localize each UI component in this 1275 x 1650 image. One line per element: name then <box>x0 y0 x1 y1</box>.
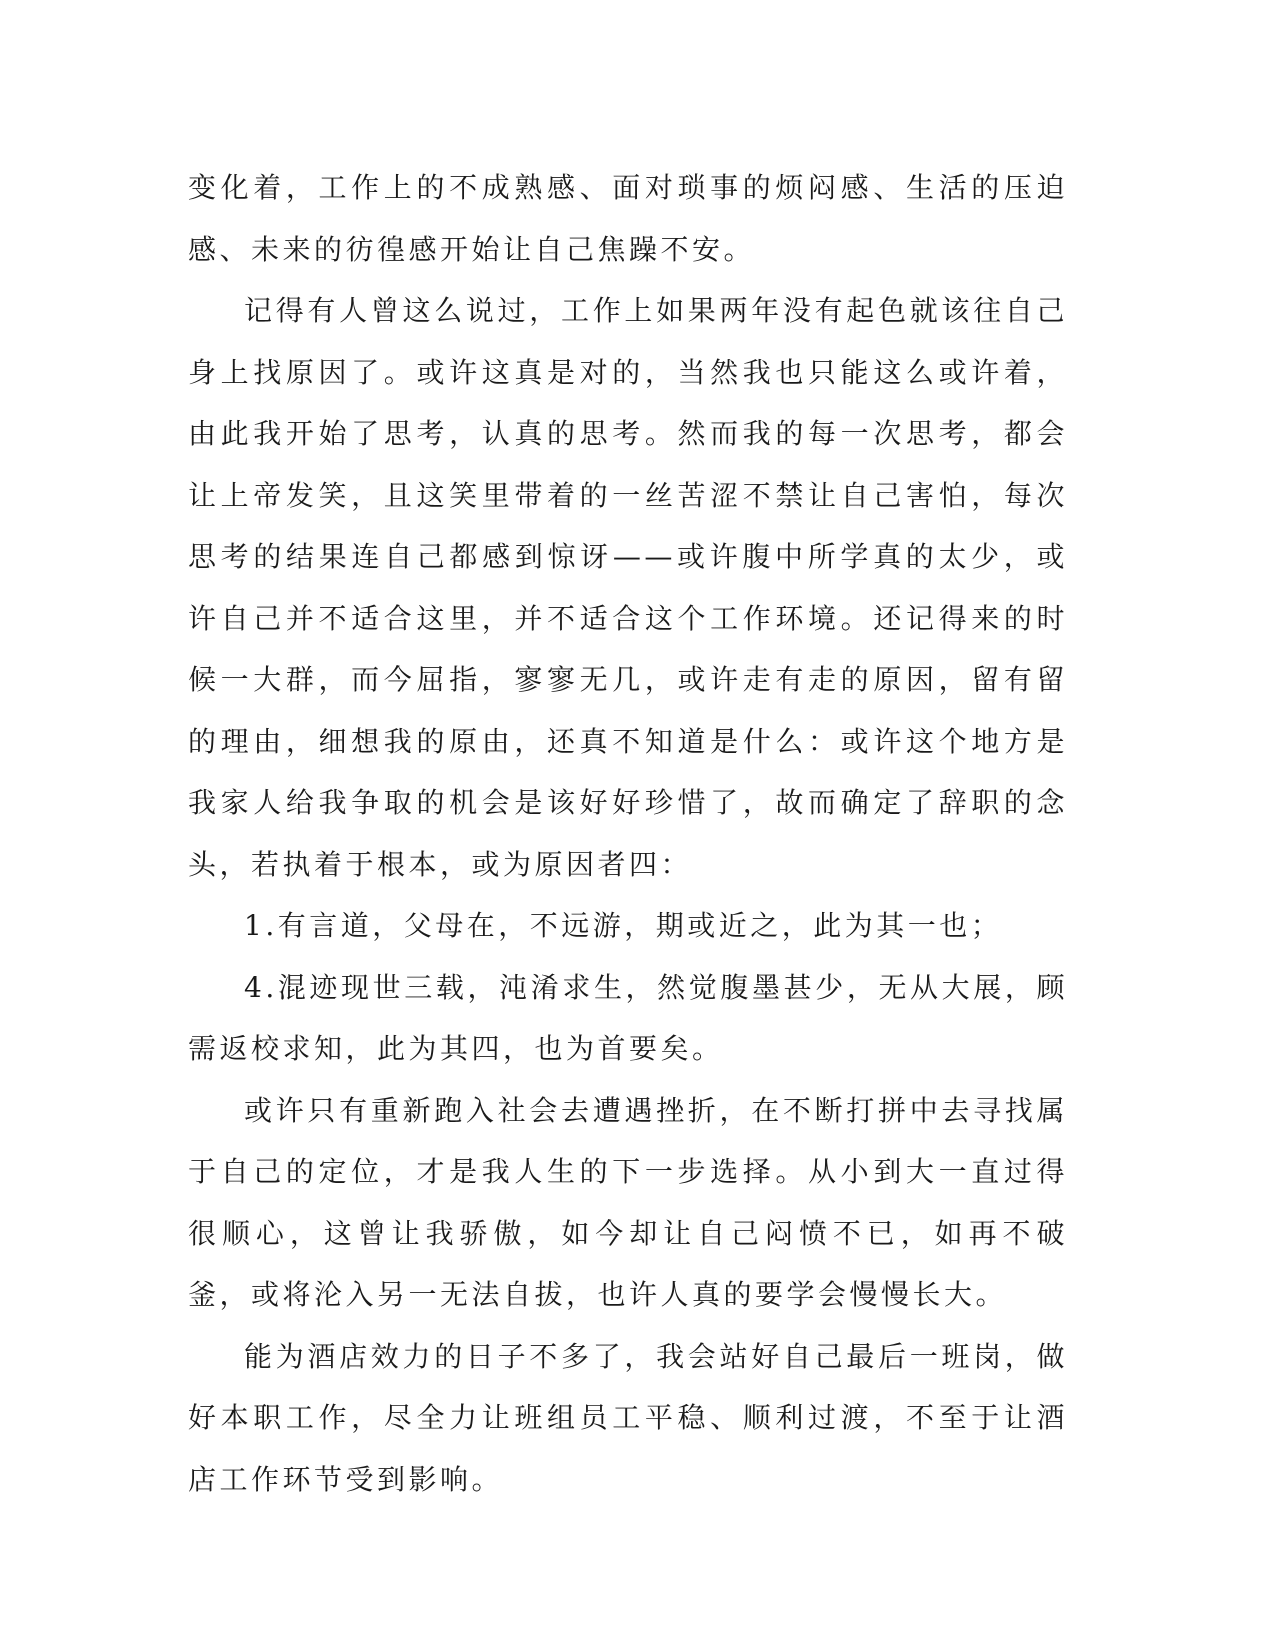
paragraph-reason-four: 4.混迹现世三载，沌淆求生，然觉腹墨甚少，无从大展，顾需返校求知，此为其四，也为首要矣。 <box>188 970 1068 1065</box>
paragraph-next-step: 或许只有重新跑入社会去遭遇挫折，在不断打拼中去寻找属于自己的定位，才是我人生的下一步选择。从小到大一直过得很顺心，这曾让我骄傲，如今却让自己闷愤不已，如再不破釜，或将沦入另一无法自拔，也许人真的要学会慢慢长大。 <box>188 1093 1068 1311</box>
paragraph-reflection: 记得有人曾这么说过，工作上如果两年没有起色就该往自己身上找原因了。或许这真是对的，当然我也只能这么或许着，由此我开始了思考，认真的思考。然而我的每一次思考，都会让上帝发笑，且这笑里带着的一丝苦涩不禁让自己害怕，每次思考的结果连自己都感到惊讶——或许腹中所学真的太少，或许自己并不适合这里，并不适合这个工作环境。还记得来的时候一大群，而今屈指，寥寥无几，或许走有走的原因，留有留的理由，细想我的原由，还真不知道是什么：或许这个地方是我家人给我争取的机会是该好好珍惜了，故而确定了辞职的念头，若执着于根本，或为原因者四： <box>188 294 1068 881</box>
paragraph-reason-one: 1.有言道，父母在，不远游，期或近之，此为其一也； <box>244 909 1003 942</box>
paragraph-continuation: 变化着，工作上的不成熟感、面对琐事的烦闷感、生活的压迫感、未来的彷徨感开始让自己焦躁不安。 <box>188 171 1068 266</box>
paragraph-closing: 能为酒店效力的日子不多了，我会站好自己最后一班岗，做好本职工作，尽全力让班组员工平稳、顺利过渡，不至于让酒店工作环节受到影响。 <box>188 1339 1068 1496</box>
document-body <box>188 157 1068 1510</box>
